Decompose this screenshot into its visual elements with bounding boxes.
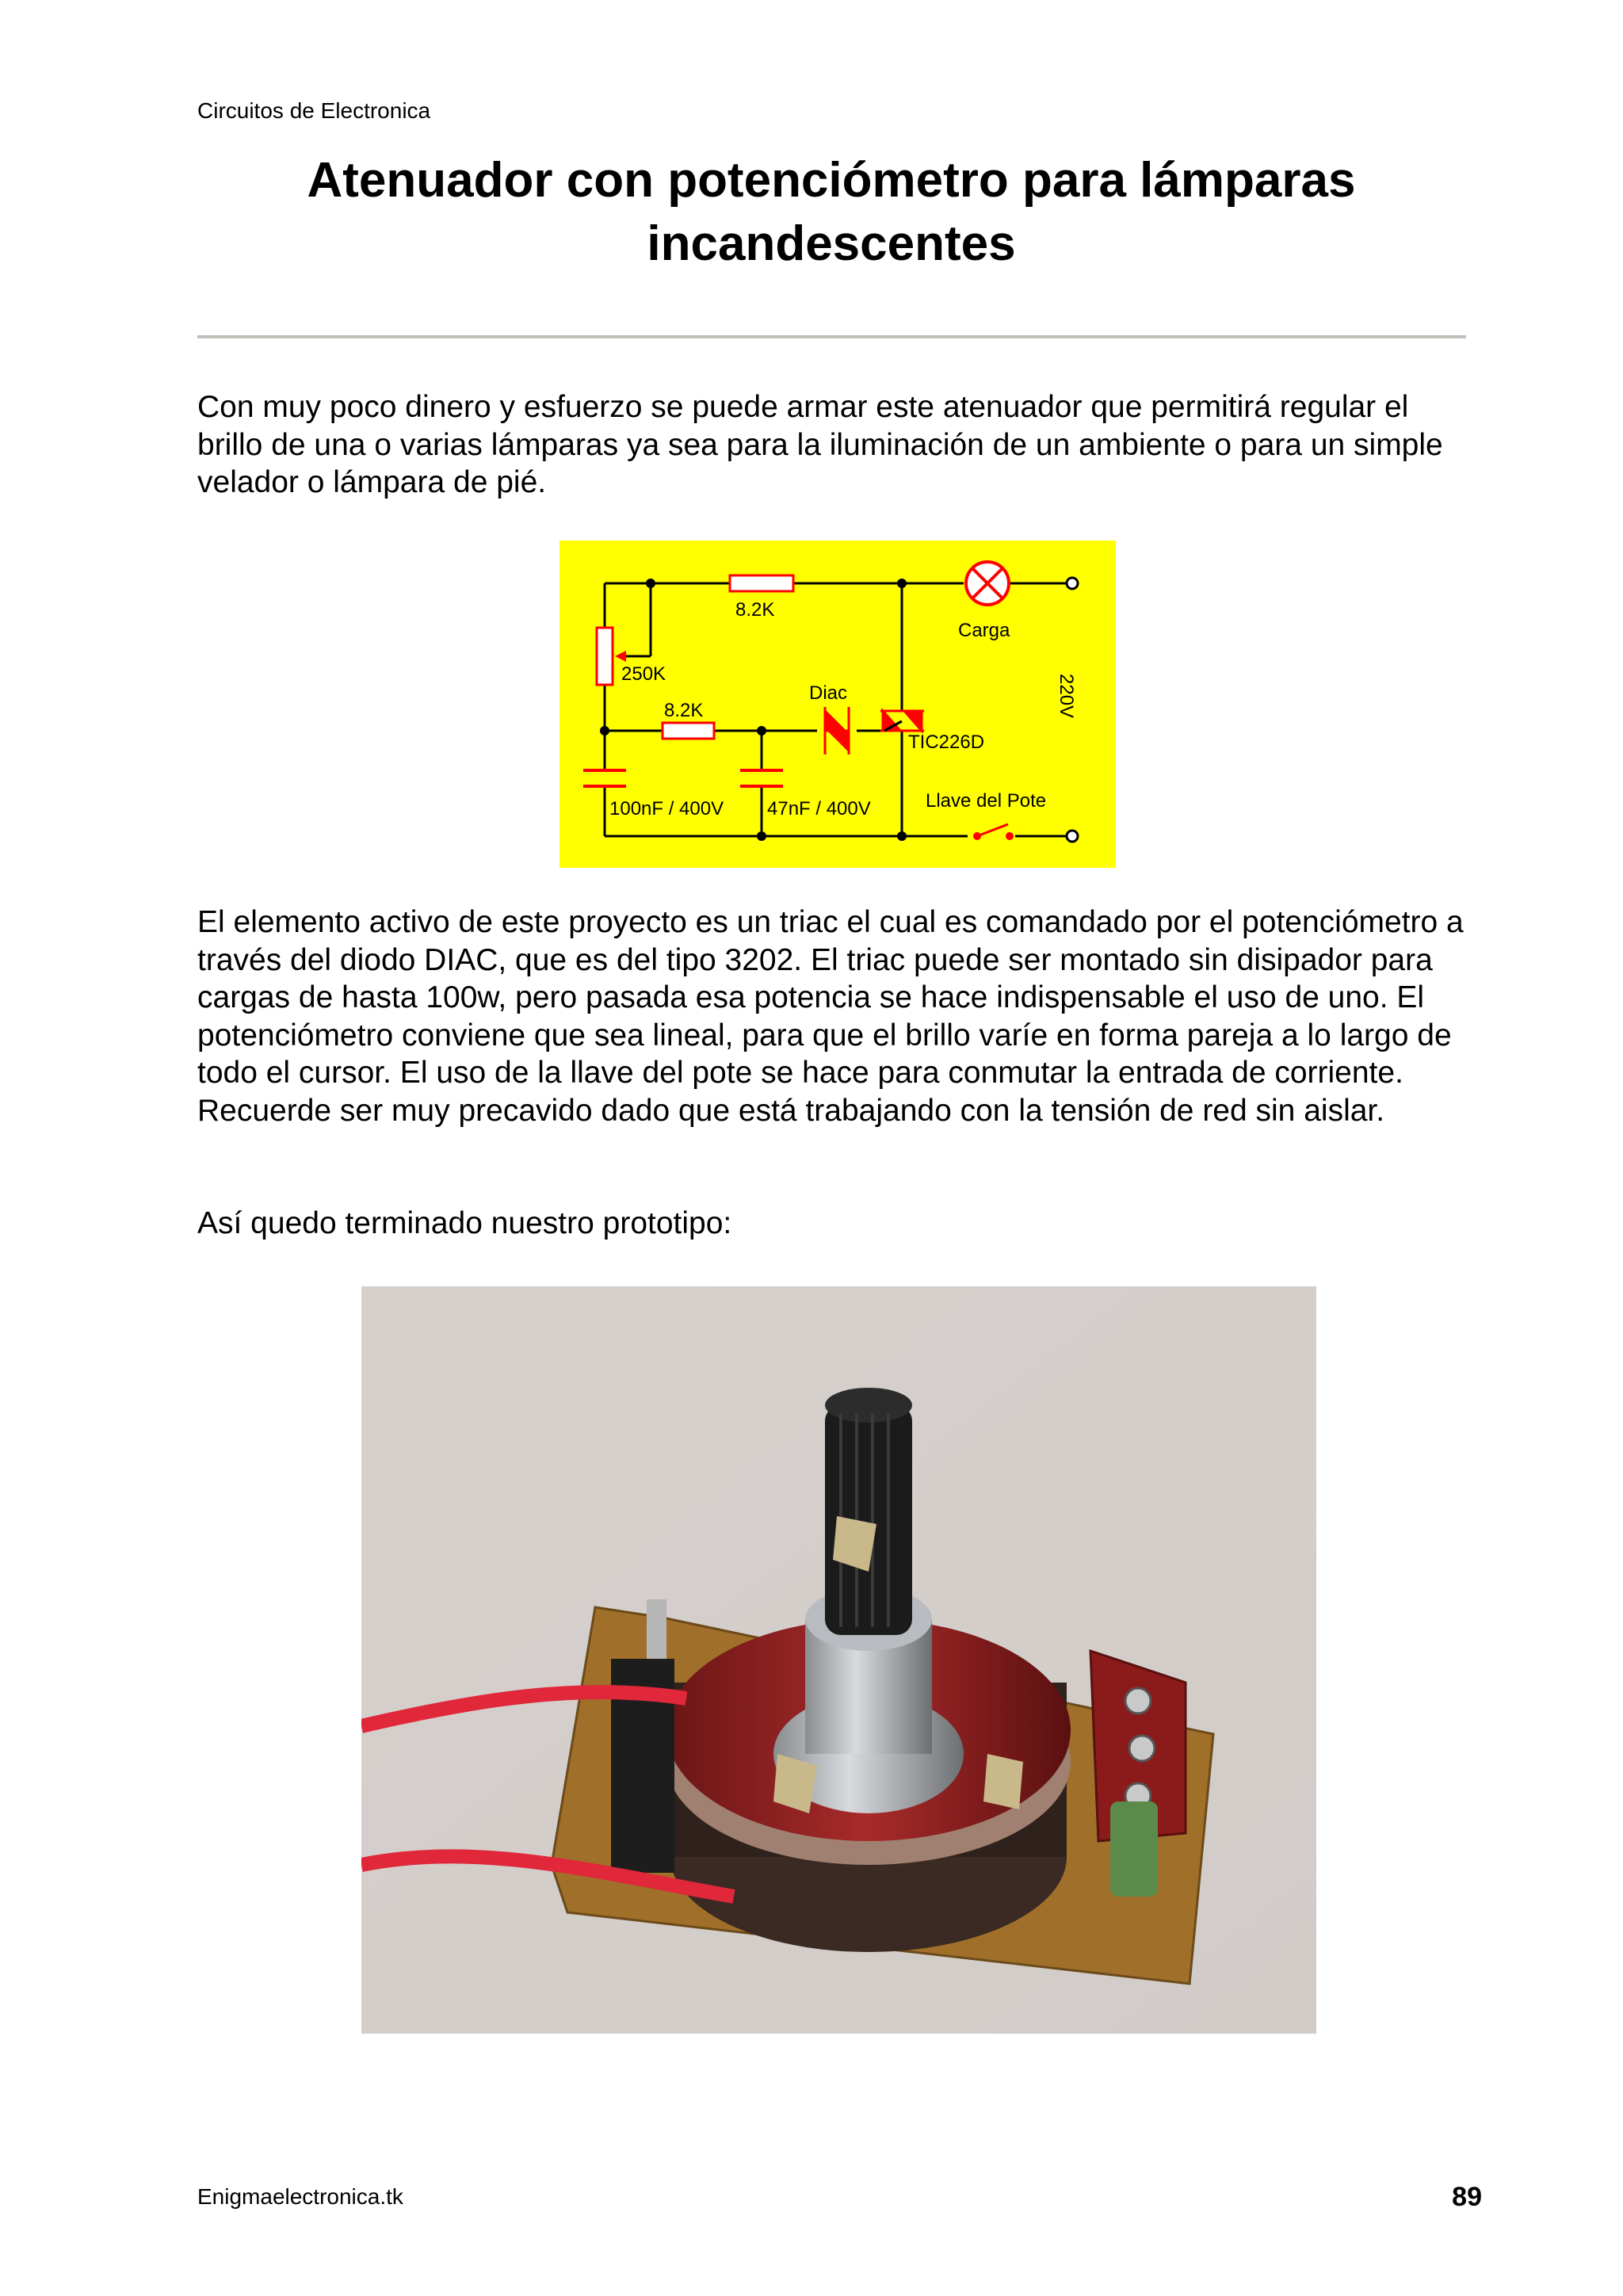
- resistor-r1: [730, 575, 793, 591]
- terminal-top: [1067, 578, 1078, 589]
- label-c2: 47nF / 400V: [767, 798, 871, 819]
- label-load: Carga: [958, 620, 1010, 641]
- page-header: Circuitos de Electronica: [197, 98, 431, 123]
- label-pot: 250K: [621, 663, 666, 685]
- label-c1: 100nF / 400V: [609, 798, 724, 819]
- prototype-photo: [361, 1286, 1316, 2034]
- label-switch: Llave del Pote: [926, 790, 1047, 812]
- footer-site: Enigmaelectronica.tk: [197, 2184, 403, 2209]
- terminal-bottom: [1067, 831, 1078, 842]
- label-r2: 8.2K: [664, 700, 704, 721]
- page-title: Atenuador con potenciómetro para lámparas incandescentes: [307, 153, 1356, 271]
- closing-paragraph: Así quedo terminado nuestro prototipo:: [197, 1206, 732, 1240]
- label-diac: Diac: [809, 682, 848, 704]
- page-number: 89: [1452, 2182, 1482, 2212]
- title-divider: [197, 335, 1466, 338]
- resistor-r2: [663, 723, 714, 739]
- circuit-schematic: [559, 541, 1116, 868]
- switch-symbol: [973, 824, 1014, 840]
- diac-symbol: [825, 707, 849, 755]
- label-triac: TIC226D: [908, 732, 985, 753]
- body-paragraph: El elemento activo de este proyecto es un triac el cual es comandado por el potenciómetro a través del diodo DIAC, que es del tipo 3202. El triac puede ser montado sin disipador para cargas de hasta 100w, pero pasada esa potencia se hace indispensable el uso de uno. El potenciómetro conviene que sea lineal, para que el brillo varíe en forma pareja a lo largo de todo el cursor. El uso de la llave del pote se hace para conmutar la entrada de corriente. Recuerde ser muy precavido dado que está trabajando con la tensión de red sin aislar.: [197, 905, 1464, 1128]
- intro-paragraph: Con muy poco dinero y esfuerzo se puede armar este atenuador que permitirá regular el brillo de una o varias lámparas ya sea para la iluminación de un ambiente o para un simple velador o lámpara de pié.: [197, 390, 1443, 499]
- potentiometer: [597, 628, 613, 685]
- label-r1: 8.2K: [735, 599, 775, 621]
- lamp-load: [966, 562, 1009, 605]
- triac-symbol: [880, 711, 924, 731]
- label-voltage: 220V: [1056, 674, 1077, 719]
- pot-wiper-arrow: [615, 651, 626, 662]
